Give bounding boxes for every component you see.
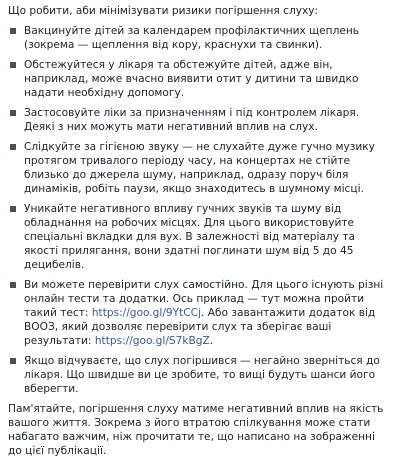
square-bullet-icon bbox=[10, 110, 16, 116]
list-item-text: Застосовуйте ліки за призначенням і під контролем лікаря. Деякі з них можуть мати негативний вплив на слух. bbox=[24, 107, 360, 133]
list-item-text: Вакцинуйте дітей за календарем профілактичних щеплень (зокрема — щеплення від кору, краснухи та свинки). bbox=[24, 25, 360, 51]
square-bullet-icon bbox=[10, 358, 16, 364]
square-bullet-icon bbox=[10, 282, 16, 288]
list-item bbox=[8, 278, 392, 348]
list-item-text: Уникайте негативного впливу гучних звуків та шуму від обладнання на робочих місцях. Для цього використовуйте спеціальні вкладки для вух. В залежності від матеріалу та якості прилягання, вони здатні поглинати шум від 5 до 45 децибелів. bbox=[24, 203, 355, 271]
list-item-text-part: Ви можете перевірити слух самостійно. Для цього існують різні онлайн тести та додатки. Ось приклад — тут можна пройти такий тест: bbox=[24, 279, 384, 319]
outro-text: Пам'ятайте, погіршення слуху матиме негативний вплив на якість вашого життя. Зокрема з його втратою спілкування може стати набагато важчим, ніж прочитати те, що написано на зображенні до цієї публікації. bbox=[8, 403, 384, 457]
list-item bbox=[8, 140, 392, 196]
list-item-text: Слідкуйте за гігієною звуку — не слухайте дуже гучно музику протягом тривалого періоду часу, на концертах не стійте близько до джерела шуму, наприклад, одразу поруч біля динаміків, робіть паузи, якщо знаходитесь в шумному місці. bbox=[24, 141, 375, 195]
list-item-text: Обстежуйтеся у лікаря та обстежуйте дітей, адже він, наприклад, може вчасно виявити отит у дитини та швидко надати необхідну допомогу. bbox=[24, 59, 359, 99]
list-item bbox=[8, 58, 392, 100]
list-item-text: Якщо відчуваєте, що слух погіршився — негайно зверніться до лікаря. Що швидше ви це зробите, то вищі будуть шанси його вберегти. bbox=[24, 355, 380, 395]
hearing-test-link[interactable]: https://goo.gl/9YtCCj bbox=[91, 307, 202, 319]
list-item-text bbox=[24, 278, 392, 348]
list-item bbox=[8, 106, 392, 134]
square-bullet-icon bbox=[10, 62, 16, 68]
list-item bbox=[8, 24, 392, 52]
square-bullet-icon bbox=[10, 206, 16, 212]
list-item-text-part: . Або завантажити додаток від ВООЗ, який дозволяє перевірити слух та зберігає ваші результати: bbox=[24, 307, 376, 347]
list-item bbox=[8, 202, 392, 272]
list-item-text-part: . bbox=[209, 335, 214, 347]
square-bullet-icon bbox=[10, 28, 16, 34]
who-app-link[interactable]: https://goo.gl/S7kBgZ bbox=[94, 335, 210, 347]
intro-text: Що робити, аби мінімізувати ризики погіршення слуху: bbox=[8, 5, 319, 17]
list-item bbox=[8, 354, 392, 396]
square-bullet-icon bbox=[10, 144, 16, 150]
